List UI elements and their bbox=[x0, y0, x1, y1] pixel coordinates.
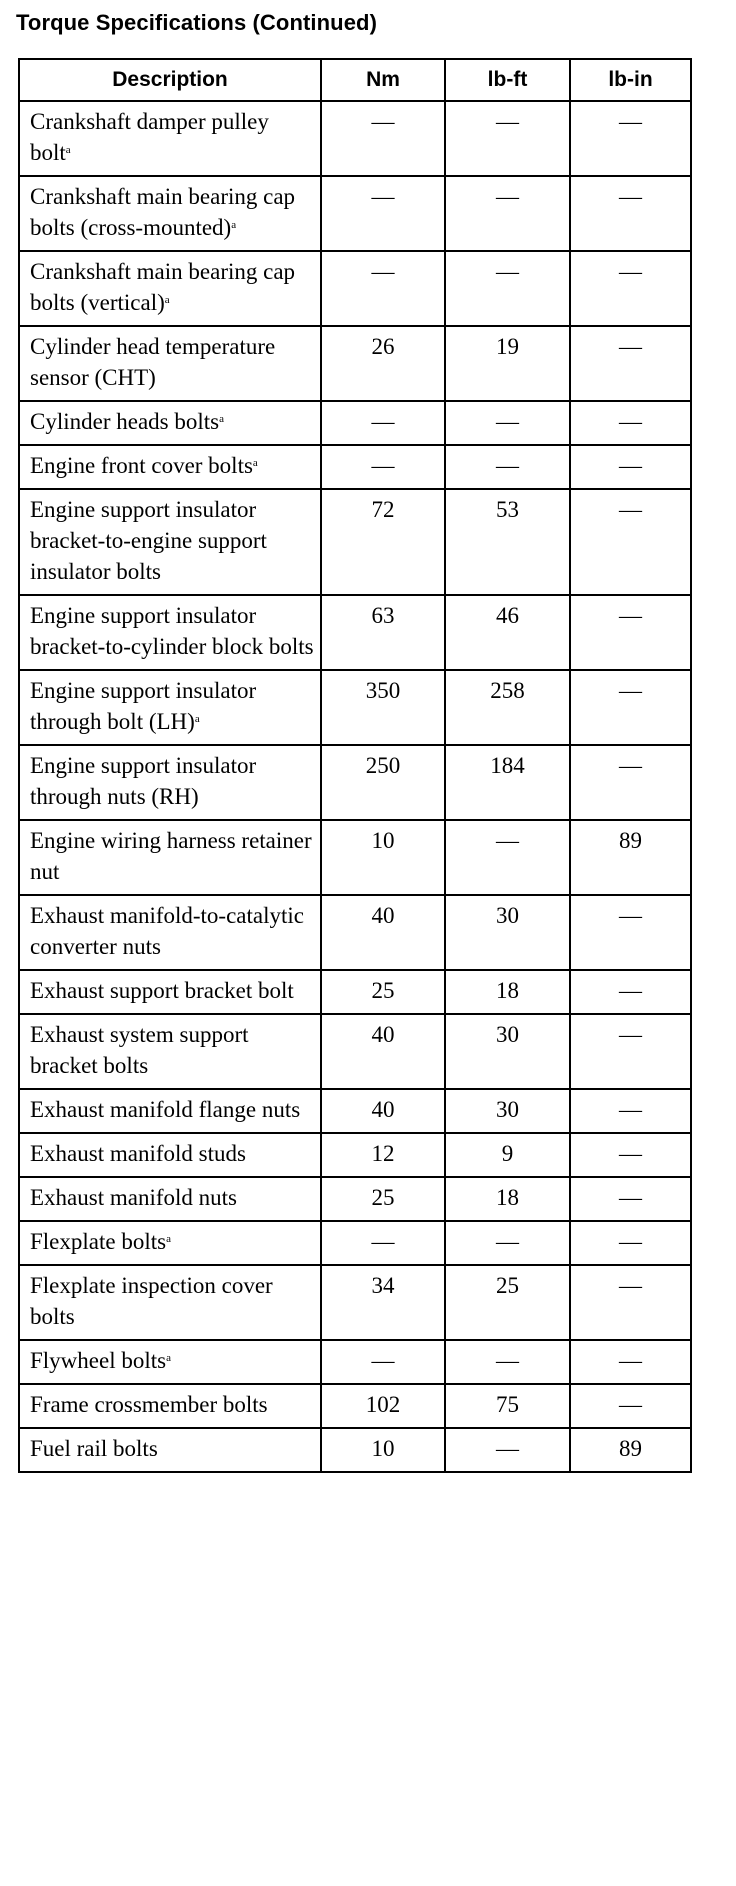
lb-ft-value-cell: — bbox=[445, 176, 570, 251]
table-row bbox=[19, 1089, 691, 1133]
table-row bbox=[19, 1384, 691, 1428]
nm-value-cell: 72 bbox=[321, 489, 445, 595]
nm-value-cell: 10 bbox=[321, 1428, 445, 1472]
lb-in-value-cell: — bbox=[570, 745, 691, 820]
nm-value-cell: 63 bbox=[321, 595, 445, 670]
footnote-marker: a bbox=[164, 294, 170, 306]
table-row bbox=[19, 251, 691, 326]
description-text: Engine wiring harness retainer nut bbox=[30, 828, 312, 884]
lb-ft-value-cell: 30 bbox=[445, 895, 570, 970]
nm-value-cell: 12 bbox=[321, 1133, 445, 1177]
lb-in-value-cell: — bbox=[570, 670, 691, 745]
lb-in-value-cell: — bbox=[570, 251, 691, 326]
nm-value-cell: 10 bbox=[321, 820, 445, 895]
lb-ft-value-cell: — bbox=[445, 251, 570, 326]
table-row bbox=[19, 1133, 691, 1177]
description-cell bbox=[19, 595, 321, 670]
table-row bbox=[19, 1221, 691, 1265]
nm-value-cell: 40 bbox=[321, 1014, 445, 1089]
description-text: Exhaust manifold studs bbox=[30, 1141, 246, 1166]
description-cell bbox=[19, 1428, 321, 1472]
lb-ft-value-cell: — bbox=[445, 101, 570, 176]
nm-value-cell: — bbox=[321, 445, 445, 489]
description-cell bbox=[19, 1340, 321, 1384]
lb-in-value-cell: — bbox=[570, 595, 691, 670]
lb-in-value-cell: — bbox=[570, 895, 691, 970]
table-row bbox=[19, 401, 691, 445]
nm-value-cell: 25 bbox=[321, 970, 445, 1014]
nm-value-cell: 26 bbox=[321, 326, 445, 401]
table-row bbox=[19, 176, 691, 251]
lb-in-value-cell: — bbox=[570, 401, 691, 445]
lb-ft-value-cell: 46 bbox=[445, 595, 570, 670]
nm-value-cell: 250 bbox=[321, 745, 445, 820]
lb-ft-value-cell: 30 bbox=[445, 1014, 570, 1089]
description-cell bbox=[19, 745, 321, 820]
lb-in-value-cell: — bbox=[570, 1133, 691, 1177]
lb-in-value-cell: — bbox=[570, 1177, 691, 1221]
lb-in-value-cell: — bbox=[570, 970, 691, 1014]
nm-value-cell: 102 bbox=[321, 1384, 445, 1428]
description-cell bbox=[19, 326, 321, 401]
description-text: Fuel rail bolts bbox=[30, 1436, 158, 1461]
lb-ft-value-cell: 258 bbox=[445, 670, 570, 745]
table-row bbox=[19, 745, 691, 820]
torque-spec-table bbox=[18, 58, 692, 1473]
lb-ft-value-cell: 18 bbox=[445, 970, 570, 1014]
description-text: Engine front cover bolts bbox=[30, 453, 253, 478]
lb-in-value-cell: 89 bbox=[570, 820, 691, 895]
description-cell bbox=[19, 670, 321, 745]
nm-value-cell: 40 bbox=[321, 895, 445, 970]
table-row bbox=[19, 970, 691, 1014]
description-cell bbox=[19, 1177, 321, 1221]
table-row bbox=[19, 1428, 691, 1472]
description-text: Engine support insulator through bolt (LH) bbox=[30, 678, 257, 734]
table-row bbox=[19, 445, 691, 489]
table-row bbox=[19, 820, 691, 895]
lb-ft-value-cell: — bbox=[445, 401, 570, 445]
table-row bbox=[19, 670, 691, 745]
lb-in-value-cell: — bbox=[570, 1265, 691, 1340]
lb-ft-value-cell: — bbox=[445, 1221, 570, 1265]
nm-value-cell: 40 bbox=[321, 1089, 445, 1133]
table-row bbox=[19, 1014, 691, 1089]
table-row bbox=[19, 595, 691, 670]
description-text: Cylinder heads bolts bbox=[30, 409, 220, 434]
lb-ft-value-cell: 19 bbox=[445, 326, 570, 401]
lb-ft-value-cell: — bbox=[445, 1428, 570, 1472]
description-cell bbox=[19, 1265, 321, 1340]
table-row bbox=[19, 895, 691, 970]
footnote-marker: a bbox=[166, 1233, 171, 1245]
nm-value-cell: 34 bbox=[321, 1265, 445, 1340]
lb-in-value-cell: — bbox=[570, 445, 691, 489]
nm-value-cell: — bbox=[321, 176, 445, 251]
lb-ft-value-cell: 25 bbox=[445, 1265, 570, 1340]
lb-ft-value-cell: — bbox=[445, 445, 570, 489]
nm-value-cell: — bbox=[321, 1340, 445, 1384]
nm-value-cell: 350 bbox=[321, 670, 445, 745]
lb-ft-value-cell: 18 bbox=[445, 1177, 570, 1221]
description-text: Crankshaft main bearing cap bolts (vertical) bbox=[30, 259, 296, 315]
lb-in-value-cell: — bbox=[570, 1221, 691, 1265]
description-text: Frame crossmember bolts bbox=[30, 1392, 268, 1417]
footnote-marker: a bbox=[252, 457, 258, 469]
lb-in-value-cell: — bbox=[570, 489, 691, 595]
table-row bbox=[19, 1177, 691, 1221]
description-text: Engine support insulator through nuts (RH) bbox=[30, 753, 257, 809]
header-lb-in: lb-in bbox=[570, 59, 691, 101]
description-cell bbox=[19, 1014, 321, 1089]
description-cell bbox=[19, 895, 321, 970]
lb-ft-value-cell: 75 bbox=[445, 1384, 570, 1428]
lb-in-value-cell: — bbox=[570, 1340, 691, 1384]
nm-value-cell: 25 bbox=[321, 1177, 445, 1221]
description-cell bbox=[19, 1384, 321, 1428]
nm-value-cell: — bbox=[321, 251, 445, 326]
lb-in-value-cell: — bbox=[570, 1014, 691, 1089]
lb-ft-value-cell: 9 bbox=[445, 1133, 570, 1177]
description-cell bbox=[19, 445, 321, 489]
nm-value-cell: — bbox=[321, 101, 445, 176]
description-cell bbox=[19, 1133, 321, 1177]
table-row bbox=[19, 1265, 691, 1340]
lb-in-value-cell: — bbox=[570, 1089, 691, 1133]
description-text: Exhaust manifold flange nuts bbox=[30, 1097, 301, 1122]
lb-in-value-cell: — bbox=[570, 326, 691, 401]
description-cell bbox=[19, 1089, 321, 1133]
nm-value-cell: — bbox=[321, 1221, 445, 1265]
footnote-marker: a bbox=[231, 219, 237, 231]
table-header-row bbox=[19, 59, 691, 101]
description-text: Cylinder head temperature sensor (CHT) bbox=[30, 334, 276, 390]
description-cell bbox=[19, 176, 321, 251]
description-text: Crankshaft main bearing cap bolts (cross-mounted) bbox=[30, 184, 296, 240]
table-row bbox=[19, 101, 691, 176]
footnote-marker: a bbox=[65, 144, 71, 156]
lb-ft-value-cell: 53 bbox=[445, 489, 570, 595]
description-cell bbox=[19, 489, 321, 595]
table-body bbox=[19, 101, 691, 1472]
header-nm: Nm bbox=[321, 59, 445, 101]
description-text: Exhaust manifold nuts bbox=[30, 1185, 237, 1210]
lb-ft-value-cell: — bbox=[445, 820, 570, 895]
table-row bbox=[19, 326, 691, 401]
table-row bbox=[19, 489, 691, 595]
nm-value-cell: — bbox=[321, 401, 445, 445]
description-cell bbox=[19, 820, 321, 895]
lb-in-value-cell: — bbox=[570, 1384, 691, 1428]
description-text: Exhaust manifold-to-catalytic converter nuts bbox=[30, 903, 304, 959]
page-title: Torque Specifications (Continued) bbox=[16, 10, 378, 35]
lb-in-value-cell: — bbox=[570, 176, 691, 251]
header-lb-ft: lb-ft bbox=[445, 59, 570, 101]
lb-ft-value-cell: 30 bbox=[445, 1089, 570, 1133]
lb-ft-value-cell: 184 bbox=[445, 745, 570, 820]
footnote-marker: a bbox=[219, 413, 224, 425]
description-cell bbox=[19, 101, 321, 176]
description-cell bbox=[19, 401, 321, 445]
lb-in-value-cell: 89 bbox=[570, 1428, 691, 1472]
description-text: Flywheel bolts bbox=[30, 1348, 167, 1373]
description-text: Engine support insulator bracket-to-engine support insulator bolts bbox=[30, 497, 267, 584]
lb-in-value-cell: — bbox=[570, 101, 691, 176]
description-text: Flexplate bolts bbox=[30, 1229, 167, 1254]
description-text: Engine support insulator bracket-to-cylinder block bolts bbox=[30, 603, 314, 659]
description-cell bbox=[19, 1221, 321, 1265]
table-row bbox=[19, 1340, 691, 1384]
description-text: Exhaust support bracket bolt bbox=[30, 978, 294, 1003]
footnote-marker: a bbox=[194, 713, 200, 725]
description-text: Exhaust system support bracket bolts bbox=[30, 1022, 249, 1078]
footnote-marker: a bbox=[166, 1352, 171, 1364]
header-description: Description bbox=[19, 59, 321, 101]
description-cell bbox=[19, 970, 321, 1014]
description-cell bbox=[19, 251, 321, 326]
description-text: Flexplate inspection cover bolts bbox=[30, 1273, 273, 1329]
lb-ft-value-cell: — bbox=[445, 1340, 570, 1384]
description-text: Crankshaft damper pulley bolt bbox=[30, 109, 269, 165]
